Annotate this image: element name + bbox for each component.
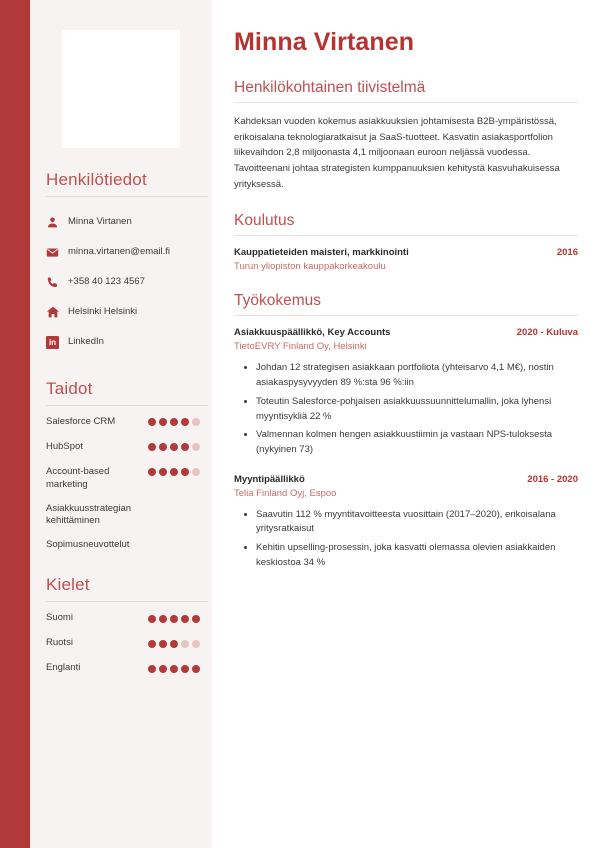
entry-header xyxy=(234,247,578,258)
entry-organization: Turun yliopiston kauppakorkeakoulu xyxy=(234,261,386,273)
skill-name: HubSpot xyxy=(46,441,83,452)
contact-item-phone[interactable] xyxy=(46,267,200,297)
resume-entry xyxy=(234,474,578,571)
entry-bullet-list xyxy=(234,508,578,571)
education-section xyxy=(234,212,578,272)
entry-date: 2016 xyxy=(556,247,578,259)
entry-organization: Telia Finland Oyj, Espoo xyxy=(234,487,337,499)
entry-organization: TietoEVRY Finland Oy, Helsinki xyxy=(234,341,367,353)
rating-dot-empty xyxy=(192,468,200,476)
languages-divider xyxy=(46,601,208,602)
summary-text: Kahdeksan vuoden kokemus asiakkuuksien johtamisesta B2B-ympäristössä, erikoisalana teknologiaratkaisut ja SaaS-tuotteet. Kasvatin asiakasportfolion liikevaihdon 2,8 miljoonasta 4,1 miljoonaan euroon neljässä vuodessa. Tavoitteenani johtaa strategisten kumppanuuksien kehitystä kasvuhakuisessa yrityksessä. xyxy=(234,116,560,190)
entry-bullet: • Kehitin upselling-prosessin, joka kasvatti olemassa olevien asiakkaiden keskiostoa 34 % xyxy=(256,541,578,570)
language-row xyxy=(46,637,200,648)
rating-dot-filled xyxy=(148,443,156,451)
rating-dot-filled xyxy=(170,665,178,673)
resume-entry xyxy=(234,327,578,457)
contact-item-location xyxy=(46,297,200,327)
skill-row xyxy=(46,416,200,430)
skill-name: Account-based marketing xyxy=(46,466,110,490)
entry-bullet-list xyxy=(234,361,578,457)
phone-icon xyxy=(46,276,68,289)
language-name: Englanti xyxy=(46,662,81,674)
rating-dots xyxy=(148,441,200,451)
rating-dots xyxy=(148,663,200,673)
rating-dot-empty xyxy=(181,640,189,648)
rating-dot-filled xyxy=(148,418,156,426)
skill-row xyxy=(46,441,200,455)
rating-dot-filled xyxy=(181,615,189,623)
left-accent-bar xyxy=(0,0,30,848)
entry-title: Kauppatieteiden maisteri, markkinointi xyxy=(234,247,409,259)
skill-name: Sopimusneuvottelut xyxy=(46,539,130,551)
entry-bullet: • Saavutin 112 % myyntitavoitteesta vuosittain (2017–2020), erikoisalana yritysratkaisut xyxy=(256,508,578,537)
contact-location-value: Helsinki Helsinki xyxy=(68,306,138,318)
skill-name: Salesforce CRM xyxy=(46,416,116,427)
entry-title: Myyntipäällikkö xyxy=(234,473,305,485)
skill-row xyxy=(46,466,200,492)
rating-dot-filled xyxy=(170,443,178,451)
summary-divider xyxy=(234,102,578,103)
rating-dots xyxy=(148,416,200,426)
skill-name: Asiakkuusstrategian kehittäminen xyxy=(46,502,132,527)
person-icon xyxy=(46,216,68,229)
skills-list xyxy=(46,416,200,553)
language-row xyxy=(46,662,200,673)
rating-dot-filled xyxy=(159,418,167,426)
personal-details-heading: Henkilötiedot xyxy=(46,170,147,189)
personal-details-section xyxy=(38,170,200,357)
main-column xyxy=(212,0,600,848)
entry-bullet: • Valmennan kolmen hengen asiakkuustiimin ja vastaan NPS-tuloksesta (nykyinen 73) xyxy=(256,428,578,457)
rating-dot-empty xyxy=(192,640,200,648)
contact-item-email[interactable] xyxy=(46,237,200,267)
contact-linkedin-value: LinkedIn xyxy=(68,336,104,348)
rating-dot-filled xyxy=(181,443,189,451)
rating-dot-filled xyxy=(170,615,178,623)
experience-section xyxy=(234,292,578,570)
rating-dot-filled xyxy=(192,665,200,673)
linkedin-icon: in xyxy=(46,336,68,349)
rating-dot-filled xyxy=(170,640,178,648)
entry-header xyxy=(234,327,578,338)
contact-item-linkedin[interactable] xyxy=(46,327,200,357)
rating-dots xyxy=(148,466,200,476)
rating-dot-filled xyxy=(181,468,189,476)
summary-section xyxy=(234,79,578,192)
rating-dot-filled xyxy=(159,615,167,623)
rating-dot-filled xyxy=(170,418,178,426)
education-heading: Koulutus xyxy=(234,212,295,230)
personal-details-divider xyxy=(46,196,208,197)
contact-name-value: Minna Virtanen xyxy=(68,216,132,228)
skills-heading: Taidot xyxy=(46,379,93,398)
rating-dot-filled xyxy=(148,615,156,623)
sidebar xyxy=(30,0,212,848)
rating-dot-filled xyxy=(181,418,189,426)
experience-divider xyxy=(234,315,578,316)
experience-heading: Työkokemus xyxy=(234,292,322,310)
rating-dot-filled xyxy=(159,443,167,451)
experience-list xyxy=(234,327,578,570)
rating-dot-filled xyxy=(192,615,200,623)
rating-dot-filled xyxy=(148,468,156,476)
skill-row xyxy=(46,503,200,529)
skill-row xyxy=(46,539,200,553)
entry-date: 2016 - 2020 xyxy=(527,473,578,485)
rating-dot-filled xyxy=(159,468,167,476)
profile-photo-placeholder xyxy=(62,30,180,148)
entry-title: Asiakkuuspäällikkö, Key Accounts xyxy=(234,327,391,339)
languages-section xyxy=(38,575,200,673)
home-icon xyxy=(46,305,68,319)
rating-dot-empty xyxy=(192,418,200,426)
rating-dot-filled xyxy=(170,468,178,476)
rating-dots xyxy=(148,638,200,648)
rating-dot-filled xyxy=(159,640,167,648)
language-row xyxy=(46,612,200,623)
contact-phone-value: +358 40 123 4567 xyxy=(68,276,145,288)
summary-heading: Henkilökohtainen tiivistelmä xyxy=(234,79,426,96)
skills-divider xyxy=(46,405,208,406)
language-name: Suomi xyxy=(46,612,73,624)
contact-item-name xyxy=(46,207,200,237)
rating-dot-empty xyxy=(192,443,200,451)
language-name: Ruotsi xyxy=(46,637,73,649)
entry-bullet: • Toteutin Salesforce-pohjaisen asiakkuussuunnittelumallin, joka lyhensi myyntisykliä 22 % xyxy=(256,395,578,424)
photo-container xyxy=(38,0,200,148)
page-title: Minna Virtanen xyxy=(234,28,415,56)
contact-email-value: minna.virtanen@email.fi xyxy=(68,246,171,258)
education-list xyxy=(234,247,578,272)
resume-entry xyxy=(234,247,578,272)
education-divider xyxy=(234,235,578,236)
rating-dot-filled xyxy=(148,640,156,648)
languages-heading: Kielet xyxy=(46,575,90,595)
rating-dot-filled xyxy=(148,665,156,673)
skills-section xyxy=(38,379,200,553)
entry-bullet: • Johdan 12 strategisen asiakkaan portfoliota (yhteisarvo 4,1 M€), nostin asiakaspysyvyyden 89 %:sta 96 %:iin xyxy=(256,361,578,390)
envelope-icon xyxy=(46,246,68,259)
rating-dot-filled xyxy=(181,665,189,673)
contact-list xyxy=(46,207,200,357)
languages-list xyxy=(46,612,200,673)
rating-dot-filled xyxy=(159,665,167,673)
entry-header xyxy=(234,474,578,485)
entry-date: 2020 - Kuluva xyxy=(516,327,578,339)
rating-dots xyxy=(148,613,200,623)
